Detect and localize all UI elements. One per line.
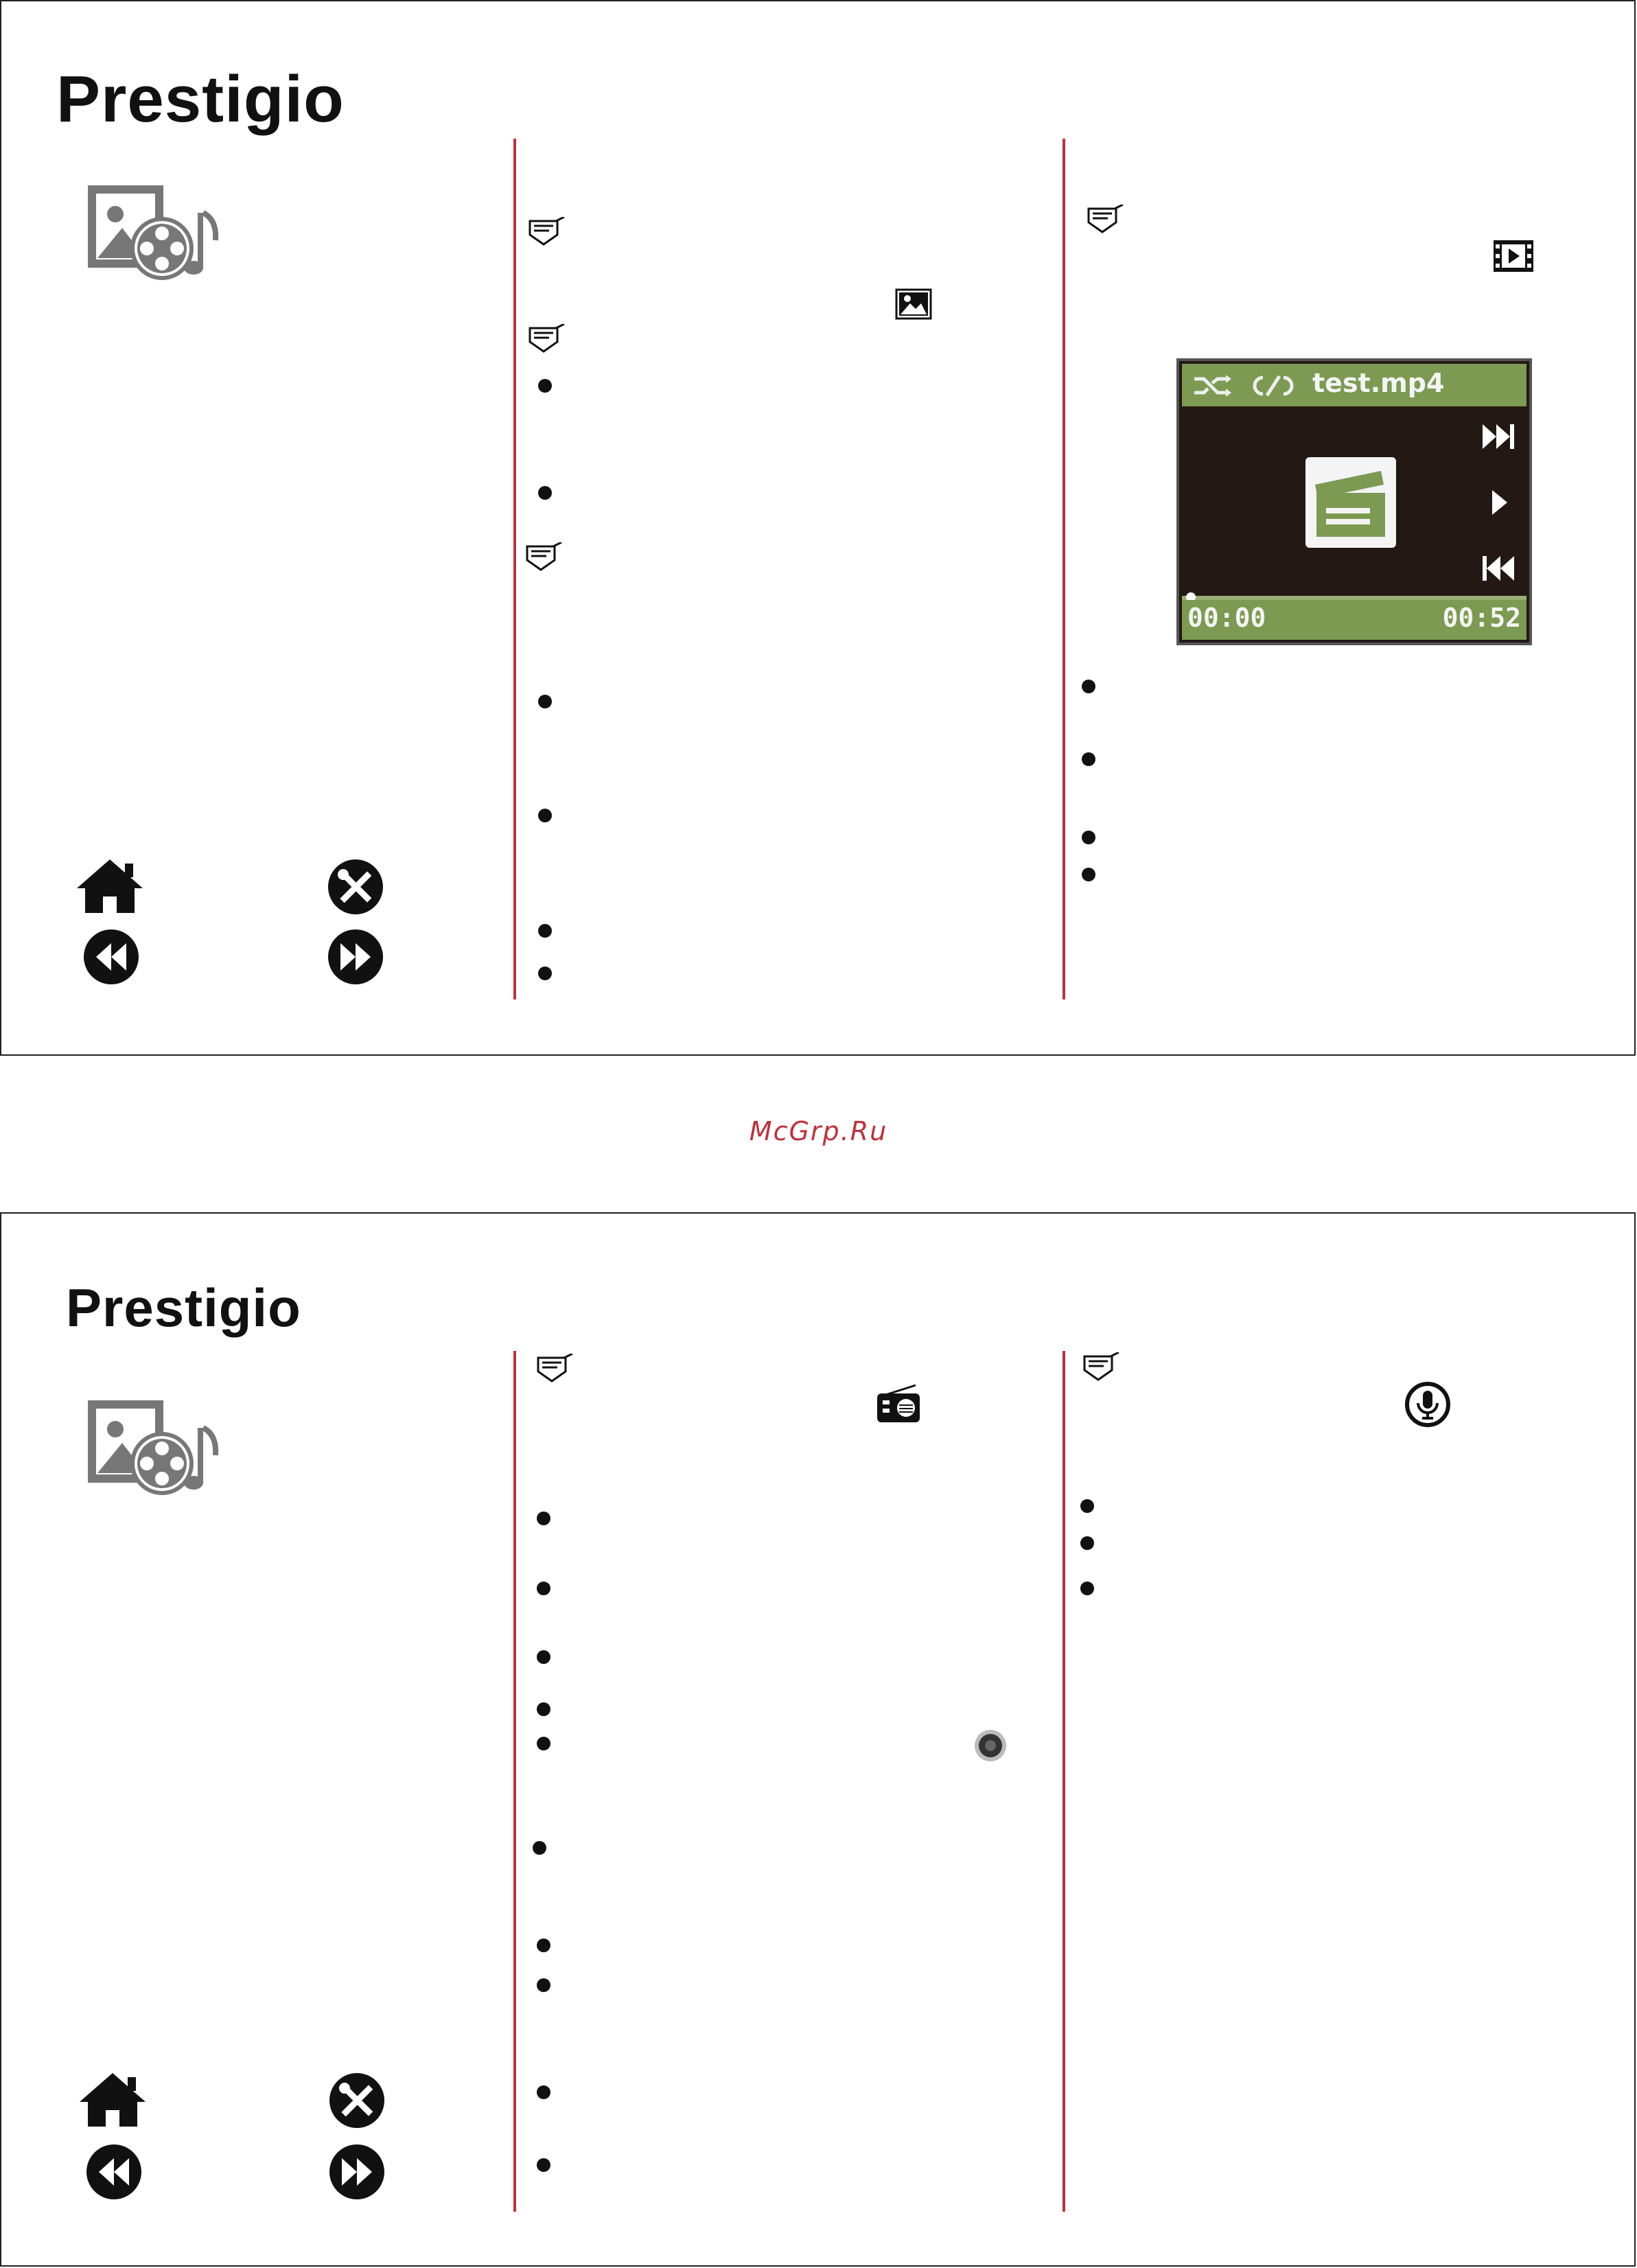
list-bullet: [537, 1512, 550, 1525]
list-bullet: [537, 1702, 550, 1716]
list-bullet: [538, 695, 552, 708]
list-bullet: [1080, 1536, 1094, 1550]
brand-logo: Prestigio: [56, 62, 345, 136]
total-time: 00:52: [1442, 603, 1521, 633]
note-pencil-icon: [527, 324, 566, 353]
list-bullet: [537, 1737, 550, 1750]
video-player-screen: [1176, 358, 1532, 645]
photo-video-music-icon: [88, 185, 225, 288]
list-bullet: [538, 486, 552, 500]
tools-icon[interactable]: [328, 2072, 386, 2129]
home-icon[interactable]: [78, 2072, 147, 2128]
next-track-icon[interactable]: [1481, 423, 1516, 450]
play-icon[interactable]: [1489, 489, 1510, 516]
note-pencil-icon: [1082, 1352, 1120, 1381]
list-bullet: [1082, 831, 1095, 844]
list-bullet: [1082, 752, 1095, 766]
list-bullet: [1082, 868, 1095, 881]
list-bullet: [537, 1582, 550, 1595]
note-pencil-icon: [527, 217, 566, 246]
repeat-icon[interactable]: [1249, 373, 1297, 398]
column-divider-right: [1063, 1351, 1065, 2212]
player-top-bar: [1182, 364, 1526, 406]
list-bullet: [533, 1841, 546, 1855]
list-bullet: [1082, 680, 1095, 693]
film-icon: [1492, 239, 1535, 273]
microphone-icon: [1404, 1381, 1451, 1428]
column-divider-left: [513, 1351, 516, 2212]
clapperboard-icon: [1305, 457, 1396, 548]
photo-icon: [895, 288, 932, 320]
home-icon[interactable]: [76, 858, 144, 914]
elapsed-time: 00:00: [1187, 603, 1266, 633]
column-divider-right: [1063, 139, 1065, 999]
note-pencil-icon: [535, 1354, 574, 1382]
list-bullet: [537, 2085, 550, 2099]
fast-forward-icon[interactable]: [327, 928, 384, 986]
brand-logo: Prestigio: [66, 1277, 301, 1338]
list-bullet: [538, 967, 552, 980]
list-bullet: [538, 924, 552, 938]
video-thumbnail: [1305, 457, 1396, 548]
manual-page-2: [0, 1212, 1636, 2267]
file-name: test.mp4: [1312, 368, 1445, 398]
list-bullet: [537, 1650, 550, 1664]
photo-video-music-icon: [88, 1400, 225, 1503]
list-bullet: [1080, 1582, 1094, 1595]
rewind-icon[interactable]: [82, 928, 140, 986]
list-bullet: [538, 809, 552, 822]
rewind-icon[interactable]: [85, 2143, 143, 2201]
radio-icon: [876, 1384, 921, 1424]
shuffle-icon[interactable]: [1192, 373, 1233, 398]
note-pencil-icon: [1086, 205, 1124, 233]
player-bottom-bar: [1182, 600, 1526, 640]
note-pencil-icon: [524, 542, 563, 571]
column-divider-left: [513, 139, 516, 999]
manual-page-1: [0, 0, 1636, 1056]
list-bullet: [1080, 1499, 1094, 1513]
list-bullet: [537, 1978, 550, 1992]
previous-track-icon[interactable]: [1481, 555, 1516, 582]
record-button-icon: [973, 1728, 1008, 1763]
tools-icon[interactable]: [327, 858, 384, 916]
list-bullet: [537, 2158, 550, 2172]
watermark: McGrp.Ru: [749, 1116, 888, 1146]
list-bullet: [537, 1939, 550, 1952]
list-bullet: [538, 379, 552, 393]
fast-forward-icon[interactable]: [328, 2143, 386, 2201]
